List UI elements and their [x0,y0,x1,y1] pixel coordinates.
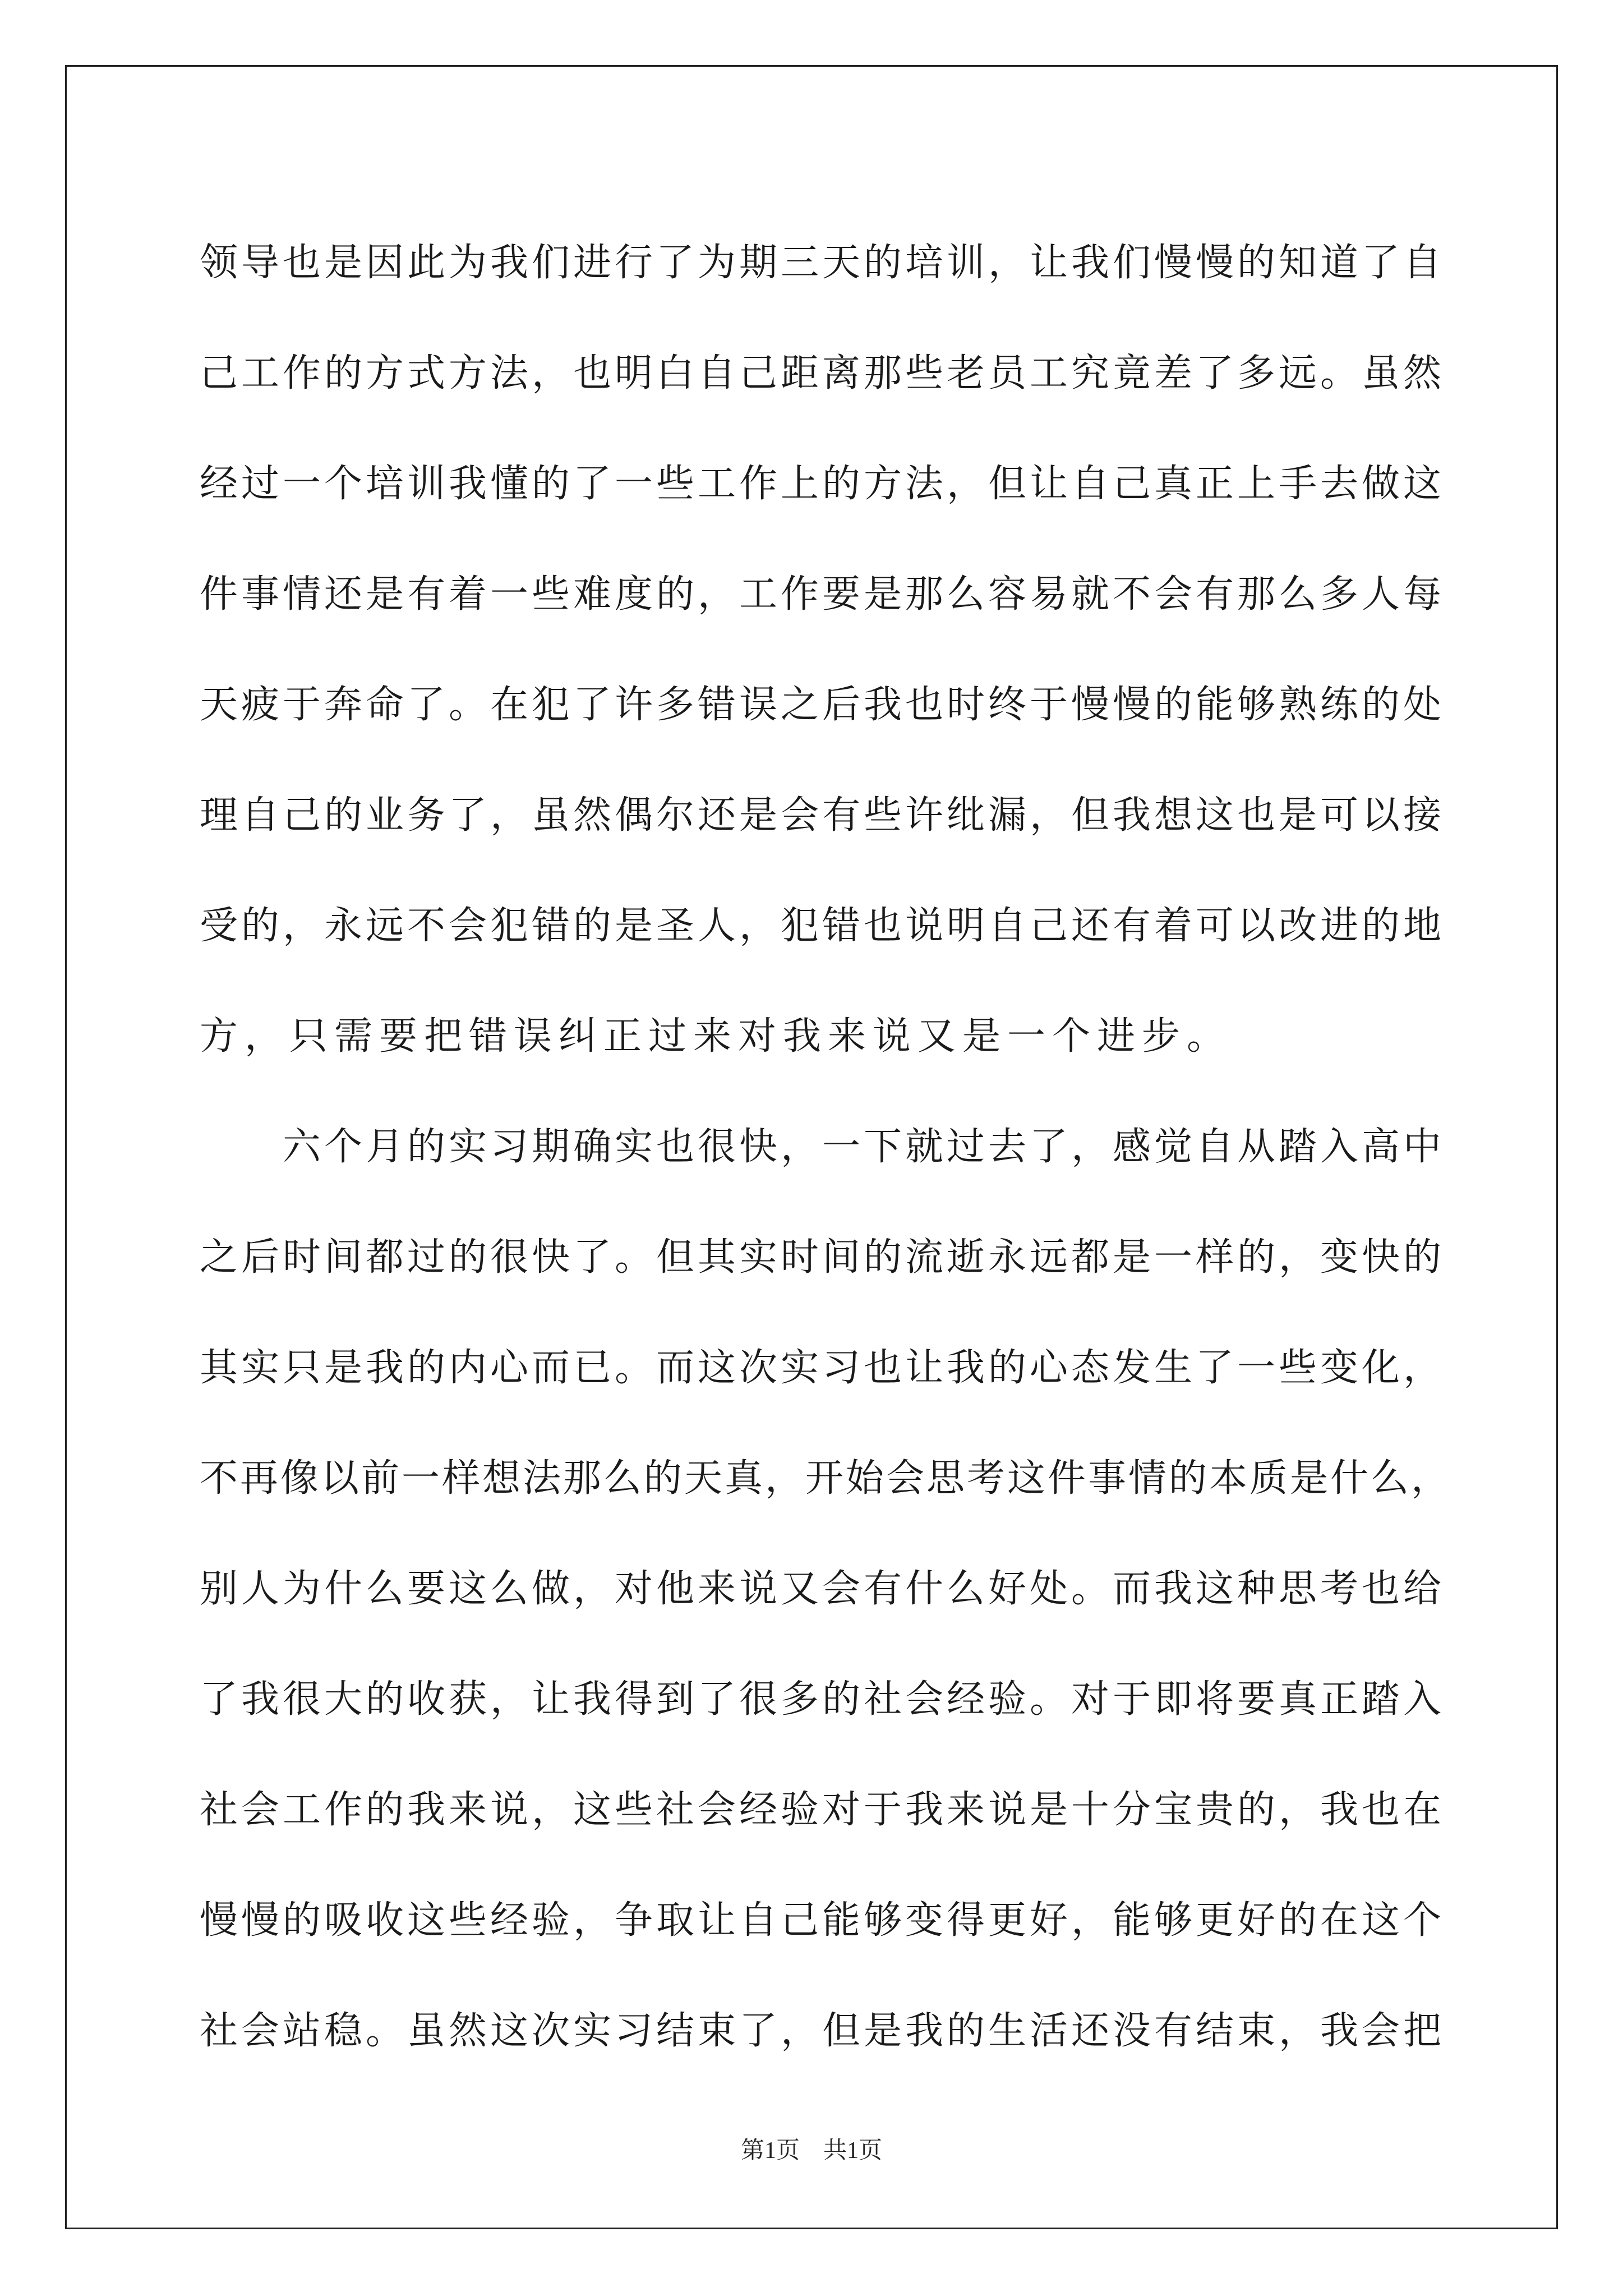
text-line: 之后时间都过的很快了。但其实时间的流逝永远都是一样的，变快的 [200,1235,1445,1280]
text-line: 方，只需要把错误纠正过来对我来说又是一个进步。 [200,1014,1232,1059]
text-line: 己工作的方式方法，也明白自己距离那些老员工究竟差了多远。虽然 [200,351,1445,395]
text-line: 慢慢的吸收这些经验，争取让自己能够变得更好，能够更好的在这个 [200,1898,1445,1943]
text-line: 六个月的实习期确实也很快，一下就过去了，感觉自从踏入高中 [283,1125,1445,1169]
text-line: 其实只是我的内心而已。而这次实习也让我的心态发生了一些变化， [200,1346,1445,1390]
text-line: 经过一个培训我懂的了一些工作上的方法，但让自己真正上手去做这 [200,462,1445,506]
text-line: 了我很大的收获，让我得到了很多的社会经验。对于即将要真正踏入 [200,1677,1445,1722]
text-line: 领导也是因此为我们进行了为期三天的培训，让我们慢慢的知道了自 [200,241,1445,285]
text-line: 别人为什么要这么做，对他来说又会有什么好处。而我这种思考也给 [200,1567,1445,1611]
page-number: 第1页 共1页 [740,2138,882,2164]
text-line: 件事情还是有着一些难度的，工作要是那么容易就不会有那么多人每 [200,572,1445,616]
text-line: 受的，永远不会犯错的是圣人，犯错也说明自己还有着可以改进的地 [200,904,1445,948]
text-line: 天疲于奔命了。在犯了许多错误之后我也时终于慢慢的能够熟练的处 [200,683,1445,727]
document-body [200,208,1456,2086]
text-line: 理自己的业务了，虽然偶尔还是会有些许纰漏，但我想这也是可以接 [200,793,1445,838]
text-line: 社会工作的我来说，这些社会经验对于我来说是十分宝贵的，我也在 [200,1788,1445,1832]
text-line: 社会站稳。虽然这次实习结束了，但是我的生活还没有结束，我会把 [200,2009,1445,2053]
text-line: 不再像以前一样想法那么的天真，开始会思考这件事情的本质是什么， [200,1456,1452,1501]
